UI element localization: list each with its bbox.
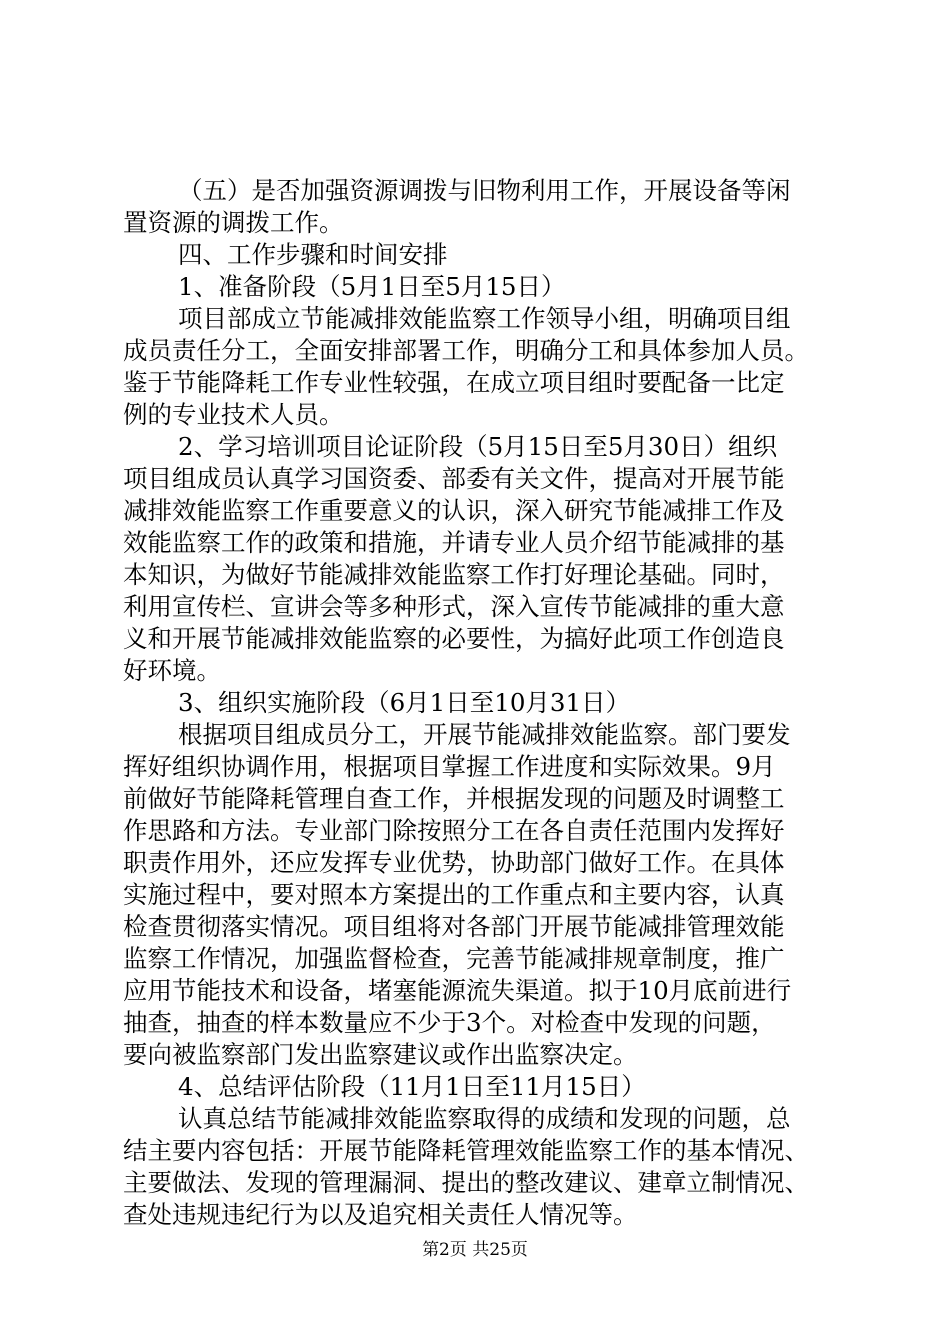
subsection-heading: 4、总结评估阶段（11月1日至11月15日） — [178, 1072, 646, 1101]
text-line: 实施过程中，要对照本方案提出的工作重点和主要内容，认真 — [123, 880, 785, 909]
text-line: 项目部成立节能减排效能监察工作领导小组，明确项目组 — [178, 304, 791, 333]
text-line: 结主要内容包括：开展节能降耗管理效能监察工作的基本情况、 — [123, 1136, 809, 1165]
text-line: 根据项目组成员分工，开展节能减排效能监察。部门要发 — [178, 720, 791, 749]
text-line: 主要做法、发现的管理漏洞、提出的整改建议、建章立制情况、 — [123, 1168, 809, 1197]
text-line: 抽查，抽查的样本数量应不少于3个。对检查中发现的问题， — [123, 1008, 776, 1037]
text-line: 挥好组织协调作用，根据项目掌握工作进度和实际效果。9月 — [123, 752, 776, 781]
text-line: 好环境。 — [123, 656, 221, 685]
text-line: 减排效能监察工作重要意义的认识，深入研究节能减排工作及 — [123, 496, 785, 525]
text-line: 成员责任分工，全面安排部署工作，明确分工和具体参加人员。 — [123, 336, 809, 365]
text-line: 前做好节能降耗管理自查工作，并根据发现的问题及时调整工 — [123, 784, 785, 813]
subsection-heading: 2、学习培训项目论证阶段（5月15日至5月30日）组织 — [178, 432, 778, 461]
subsection-heading: 1、准备阶段（5月1日至5月15日） — [178, 272, 566, 301]
section-heading: 四、工作步骤和时间安排 — [178, 240, 448, 269]
text-line: 查处违规违纪行为以及追究相关责任人情况等。 — [123, 1200, 638, 1229]
page-number-footer: 第2页 共25页 — [422, 1240, 528, 1260]
text-line: 应用节能技术和设备，堵塞能源流失渠道。拟于10月底前进行 — [123, 976, 792, 1005]
text-line: 鉴于节能降耗工作专业性较强，在成立项目组时要配备一比定 — [123, 368, 785, 397]
text-line: 认真总结节能减排效能监察取得的成绩和发现的问题，总 — [178, 1104, 791, 1133]
text-line: 置资源的调拨工作。 — [123, 208, 344, 237]
text-line: （五）是否加强资源调拨与旧物利用工作，开展设备等闲 — [178, 176, 791, 205]
text-line: 效能监察工作的政策和措施，并请专业人员介绍节能减排的基 — [123, 528, 785, 557]
text-line: 义和开展节能减排效能监察的必要性，为搞好此项工作创造良 — [123, 624, 785, 653]
text-line: 利用宣传栏、宣讲会等多种形式，深入宣传节能减排的重大意 — [123, 592, 785, 621]
text-line: 项目组成员认真学习国资委、部委有关文件，提高对开展节能 — [123, 464, 785, 493]
subsection-heading: 3、组织实施阶段（6月1日至10月31日） — [178, 688, 631, 717]
text-line: 检查贯彻落实情况。项目组将对各部门开展节能减排管理效能 — [123, 912, 785, 941]
text-line: 本知识，为做好节能减排效能监察工作打好理论基础。同时， — [123, 560, 785, 589]
text-line: 要向被监察部门发出监察建议或作出监察决定。 — [123, 1040, 638, 1069]
text-line: 职责作用外，还应发挥专业优势，协助部门做好工作。在具体 — [123, 848, 785, 877]
text-line: 监察工作情况，加强监督检查，完善节能减排规章制度，推广 — [123, 944, 785, 973]
text-line: 例的专业技术人员。 — [123, 400, 344, 429]
text-line: 作思路和方法。专业部门除按照分工在各自责任范围内发挥好 — [123, 816, 785, 845]
